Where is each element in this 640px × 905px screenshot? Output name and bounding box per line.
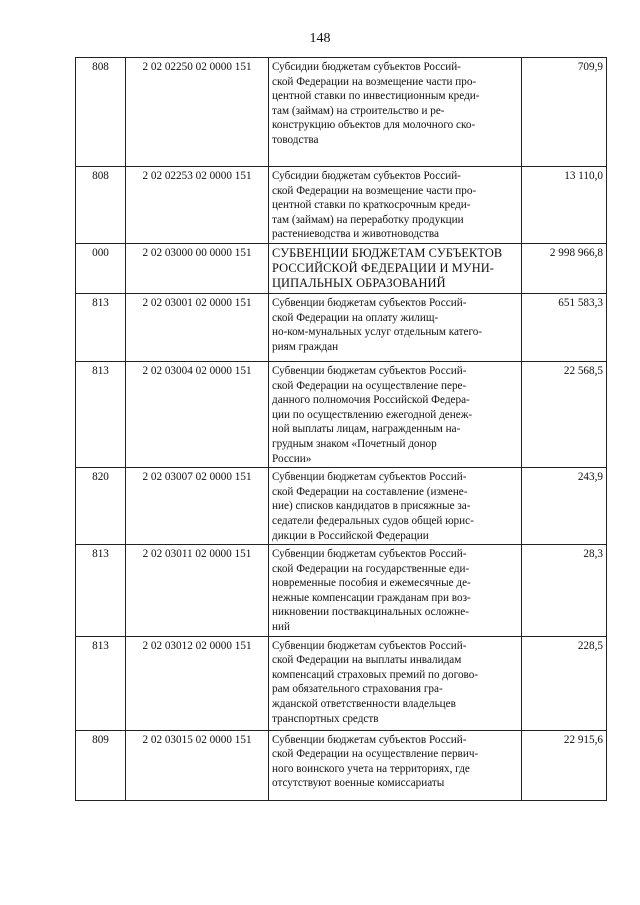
description-line: центной ставки по краткосрочным креди-: [272, 199, 471, 212]
description-line: риям граждан: [272, 340, 339, 353]
budget-code-cell: 2 02 03012 02 0000 151: [126, 636, 269, 730]
table-row: [76, 58, 607, 167]
description-line: никновении поствакцинальных осложне-: [272, 606, 469, 619]
description-line: Субвенции бюджетам субъектов Россий-: [272, 548, 467, 561]
description-line: там (займам) на переработку продукции: [272, 213, 464, 226]
budget-code-cell: 2 02 03000 00 0000 151: [126, 243, 269, 293]
description-line: СУБВЕНЦИИ БЮДЖЕТАМ СУБЪЕКТОВ: [272, 245, 503, 260]
budget-code-cell: 2 02 03001 02 0000 151: [126, 293, 269, 361]
description-line: Субвенции бюджетам субъектов Россий-: [272, 471, 467, 484]
admin-code-cell: 809: [76, 730, 126, 800]
description-line: Субсидии бюджетам субъектов Россий-: [272, 170, 461, 182]
description-line: ской Федерации на возмещение части про-: [272, 75, 477, 88]
description-line: там (займам) на строительство и ре-: [272, 104, 445, 117]
amount-cell: 228,5: [522, 636, 607, 730]
description-line: центной ставки по инвестиционным креди-: [272, 90, 480, 103]
amount-cell: 651 583,3: [522, 293, 607, 361]
admin-code-cell: 808: [76, 167, 126, 244]
description-line: рам обязательного страхования гра-: [272, 683, 443, 696]
table-row: [76, 468, 607, 545]
description-line: Субсидии бюджетам субъектов Россий-: [272, 61, 461, 73]
description-line: ской Федерации на составление (измене-: [272, 485, 468, 498]
description-line: новременные пособия и ежемесячные де-: [272, 577, 471, 590]
description-line: транспортных средств: [272, 712, 379, 725]
budget-code-cell: 2 02 03004 02 0000 151: [126, 361, 269, 467]
table-row: [76, 636, 607, 730]
description-line: Субвенции бюджетам субъектов Россий-: [272, 296, 467, 309]
description-line: но-ком-мунальных услуг отдельным катего-: [272, 326, 483, 339]
description-line: ний: [272, 621, 290, 634]
description-cell: [269, 545, 522, 637]
description-line: РОССИЙСКОЙ ФЕДЕРАЦИИ И МУНИ-: [272, 260, 495, 275]
table-row: [76, 293, 607, 361]
budget-table: [75, 57, 607, 801]
amount-cell: 2 998 966,8: [522, 243, 607, 293]
description-line: ЦИПАЛЬНЫХ ОБРАЗОВАНИЙ: [272, 275, 446, 290]
description-line: ной выплаты лицам, награжденным на-: [272, 423, 461, 436]
description-line: России»: [272, 452, 312, 465]
table-row: [76, 243, 607, 293]
description-line: ции по осуществлению ежегодной денеж-: [272, 408, 473, 421]
table-row: [76, 730, 607, 800]
amount-cell: 22 915,6: [522, 730, 607, 800]
table-row: [76, 545, 607, 637]
amount-cell: 243,9: [522, 468, 607, 545]
description-cell: [269, 468, 522, 545]
description-line: компенсаций страховых премий по догово-: [272, 668, 479, 681]
admin-code-cell: 808: [76, 58, 126, 167]
admin-code-cell: 813: [76, 293, 126, 361]
amount-cell: 13 110,0: [522, 167, 607, 244]
description-line: Субвенции бюджетам субъектов Россий-: [272, 639, 467, 652]
budget-code-cell: 2 02 03015 02 0000 151: [126, 730, 269, 800]
description-line: товодства: [272, 133, 319, 146]
description-line: ской Федерации на возмещение части про-: [272, 184, 477, 197]
description-line: Субвенции бюджетам субъектов Россий-: [272, 364, 467, 377]
description-line: ние) списков кандидатов в присяжные за-: [272, 500, 471, 513]
description-cell: [269, 636, 522, 730]
description-cell: [269, 243, 522, 293]
description-line: Субвенции бюджетам субъектов Россий-: [272, 733, 467, 746]
amount-cell: 22 568,5: [522, 361, 607, 467]
admin-code-cell: 820: [76, 468, 126, 545]
page-number: 148: [309, 31, 331, 46]
description-line: отсутствуют военные комиссариаты: [272, 777, 445, 790]
table-row: [76, 167, 607, 244]
amount-cell: 709,9: [522, 58, 607, 167]
description-line: дикции в Российской Федерации: [272, 529, 429, 542]
admin-code-cell: 813: [76, 545, 126, 637]
description-line: растениеводства и животноводства: [272, 228, 439, 241]
description-line: ного воинского учета на территориях, где: [272, 762, 470, 775]
table-row: [76, 361, 607, 467]
admin-code-cell: 000: [76, 243, 126, 293]
budget-code-cell: 2 02 03007 02 0000 151: [126, 468, 269, 545]
description-line: нежные компенсации гражданам при воз-: [272, 591, 471, 604]
description-line: ской Федерации на выплаты инвалидам: [272, 654, 462, 667]
description-line: грудным знаком «Почетный донор: [272, 437, 437, 450]
description-line: ской Федерации на оплату жилищ-: [272, 311, 439, 324]
description-line: конструкцию объектов для молочного ско-: [272, 119, 476, 132]
budget-code-cell: 2 02 02250 02 0000 151: [126, 58, 269, 167]
description-cell: [269, 361, 522, 467]
description-line: ской Федерации на государственные еди-: [272, 562, 470, 575]
description-line: данного полномочия Российской Федера-: [272, 394, 470, 407]
admin-code-cell: 813: [76, 636, 126, 730]
description-cell: [269, 58, 522, 167]
description-line: ской Федерации на осуществление пере-: [272, 379, 467, 392]
description-cell: [269, 167, 522, 244]
admin-code-cell: 813: [76, 361, 126, 467]
description-line: жданской ответственности владельцев: [272, 698, 456, 711]
description-cell: [269, 730, 522, 800]
budget-code-cell: 2 02 03011 02 0000 151: [126, 545, 269, 637]
description-line: ской Федерации на осуществление первич-: [272, 748, 479, 761]
budget-code-cell: 2 02 02253 02 0000 151: [126, 167, 269, 244]
amount-cell: 28,3: [522, 545, 607, 637]
description-line: седатели федеральных судов общей юрис-: [272, 514, 474, 527]
description-cell: [269, 293, 522, 361]
